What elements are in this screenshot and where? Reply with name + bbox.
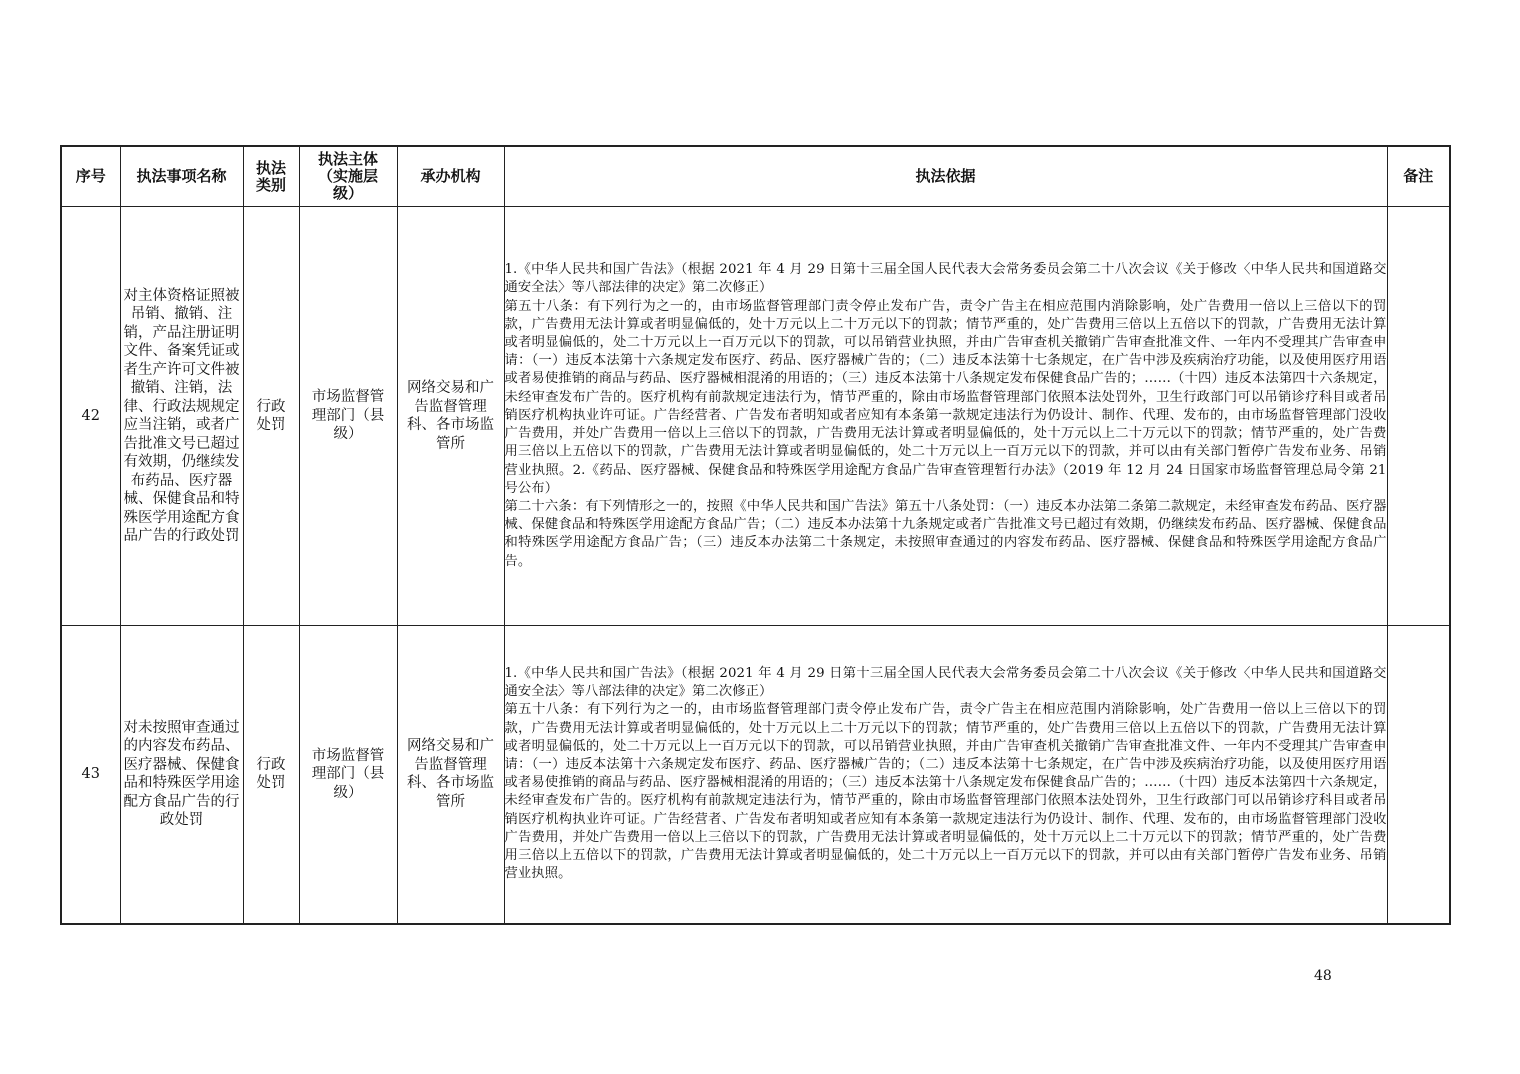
header-index: 序号 [61,146,120,207]
row-subject: 市场监督管理部门（县级） [299,626,397,924]
basis-paragraph: 1.《中华人民共和国广告法》（根据 2021 年 4 月 29 日第十三届全国人民代表大会常务委员会第二十八次会议《关于修改〈中华人民共和国道路交通安全法〉等八部法律的决定》第二次修正） [504,666,1387,700]
row-basis [504,626,1387,924]
page-number: 48 [1314,968,1332,984]
table-row [61,207,1450,626]
header-subject: 执法主体（实施层级） [299,146,397,207]
row-subject: 市场监督管理部门（县级） [299,207,397,626]
row-index: 43 [61,626,120,924]
row-index: 42 [61,207,120,626]
header-item-name: 执法事项名称 [120,146,243,207]
header-handler: 承办机构 [397,146,504,207]
header-basis: 执法依据 [504,146,1387,207]
header-row [61,146,1450,207]
row-category: 行政处罚 [243,626,299,924]
row-category: 行政处罚 [243,207,299,626]
table-row [61,626,1450,924]
row-item-name: 对主体资格证照被吊销、撤销、注销，产品注册证明文件、备案凭证或者生产许可文件被撤销、注销，法律、行政法规规定应当注销，或者广告批准文号已超过有效期，仍继续发布药品、医疗器械、保健食品和特殊医学用途配方食品广告的行政处罚 [120,207,243,626]
row-handler: 网络交易和广告监督管理科、各市场监管所 [397,626,504,924]
header-remarks: 备注 [1387,146,1450,207]
row-remarks [1387,207,1450,626]
basis-paragraph: 1.《中华人民共和国广告法》（根据 2021 年 4 月 29 日第十三届全国人民代表大会常务委员会第二十八次会议《关于修改〈中华人民共和国道路交通安全法〉等八部法律的决定》第二次修正） [504,262,1387,296]
row-basis [504,207,1387,626]
basis-paragraph: 第五十八条：有下列行为之一的，由市场监督管理部门责令停止发布广告，责令广告主在相应范围内消除影响，处广告费用一倍以上三倍以下的罚款，广告费用无法计算或者明显偏低的，处十万元以上二十万元以下的罚款；情节严重的，处广告费用三倍以上五倍以下的罚款，广告费用无法计算或者明显偏低的，处二十万元以上一百万元以下的罚款，可以吊销营业执照，并由广告审查机关撤销广告审查批准文件、一年内不受理其广告审查申请：（一）违反本法第十六条规定发布医疗、药品、医疗器械广告的；（二）违反本法第十七条规定，在广告中涉及疾病治疗功能，以及使用医疗用语或者易使推销的商品与药品、医疗器械相混淆的用语的；（三）违反本法第十八条规定发布保健食品广告的；……（十四）违反本法第四十六条规定，未经审查发布广告的。医疗机构有前款规定违法行为，情节严重的，除由市场监督管理部门依照本法处罚外，卫生行政部门可以吊销诊疗科目或者吊销医疗机构执业许可证。广告经营者、广告发布者明知或者应知有本条第一款规定违法行为仍设计、制作、代理、发布的，由市场监督管理部门没收广告费用，并处广告费用一倍以上三倍以下的罚款，广告费用无法计算或者明显偏低的，处十万元以上二十万元以下的罚款；情节严重的，处广告费用三倍以上五倍以下的罚款，广告费用无法计算或者明显偏低的，处二十万元以上一百万元以下的罚款，并可以由有关部门暂停广告发布业务、吊销营业执照。2.《药品、医疗器械、保健食品和特殊医学用途配方食品广告审查管理暂行办法》（2019 年 12 月 24 日国家市场监督管理总局令第 21 号公布） [504,298,1387,496]
row-item-name: 对未按照审查通过的内容发布药品、医疗器械、保健食品和特殊医学用途配方食品广告的行政处罚 [120,626,243,924]
row-handler: 网络交易和广告监督管理科、各市场监管所 [397,207,504,626]
row-remarks [1387,626,1450,924]
enforcement-table [60,145,1451,925]
basis-paragraph: 第二十六条：有下列情形之一的，按照《中华人民共和国广告法》第五十八条处罚：（一）违反本办法第二条第二款规定，未经审查发布药品、医疗器械、保健食品和特殊医学用途配方食品广告；（二）违反本办法第十九条规定或者广告批准文号已超过有效期，仍继续发布药品、医疗器械、保健食品和特殊医学用途配方食品广告；（三）违反本办法第二十条规定，未按照审查通过的内容发布药品、医疗器械、保健食品和特殊医学用途配方食品广告。 [504,498,1387,569]
header-category: 执法类别 [243,146,299,207]
basis-paragraph: 第五十八条：有下列行为之一的，由市场监督管理部门责令停止发布广告，责令广告主在相应范围内消除影响，处广告费用一倍以上三倍以下的罚款，广告费用无法计算或者明显偏低的，处十万元以上二十万元以下的罚款；情节严重的，处广告费用三倍以上五倍以下的罚款，广告费用无法计算或者明显偏低的，处二十万元以上一百万元以下的罚款，可以吊销营业执照，并由广告审查机关撤销广告审查批准文件、一年内不受理其广告审查申请：（一）违反本法第十六条规定发布医疗、药品、医疗器械广告的；（二）违反本法第十七条规定，在广告中涉及疾病治疗功能，以及使用医疗用语或者易使推销的商品与药品、医疗器械相混淆的用语的；（三）违反本法第十八条规定发布保健食品广告的；……（十四）违反本法第四十六条规定，未经审查发布广告的。医疗机构有前款规定违法行为，情节严重的，除由市场监督管理部门依照本法处罚外，卫生行政部门可以吊销诊疗科目或者吊销医疗机构执业许可证。广告经营者、广告发布者明知或者应知有本条第一款规定违法行为仍设计、制作、代理、发布的，由市场监督管理部门没收广告费用，并处广告费用一倍以上三倍以下的罚款，广告费用无法计算或者明显偏低的，处十万元以上二十万元以下的罚款；情节严重的，处广告费用三倍以上五倍以下的罚款，广告费用无法计算或者明显偏低的，处二十万元以上一百万元以下的罚款，并可以由有关部门暂停广告发布业务、吊销营业执照。 [504,702,1387,882]
